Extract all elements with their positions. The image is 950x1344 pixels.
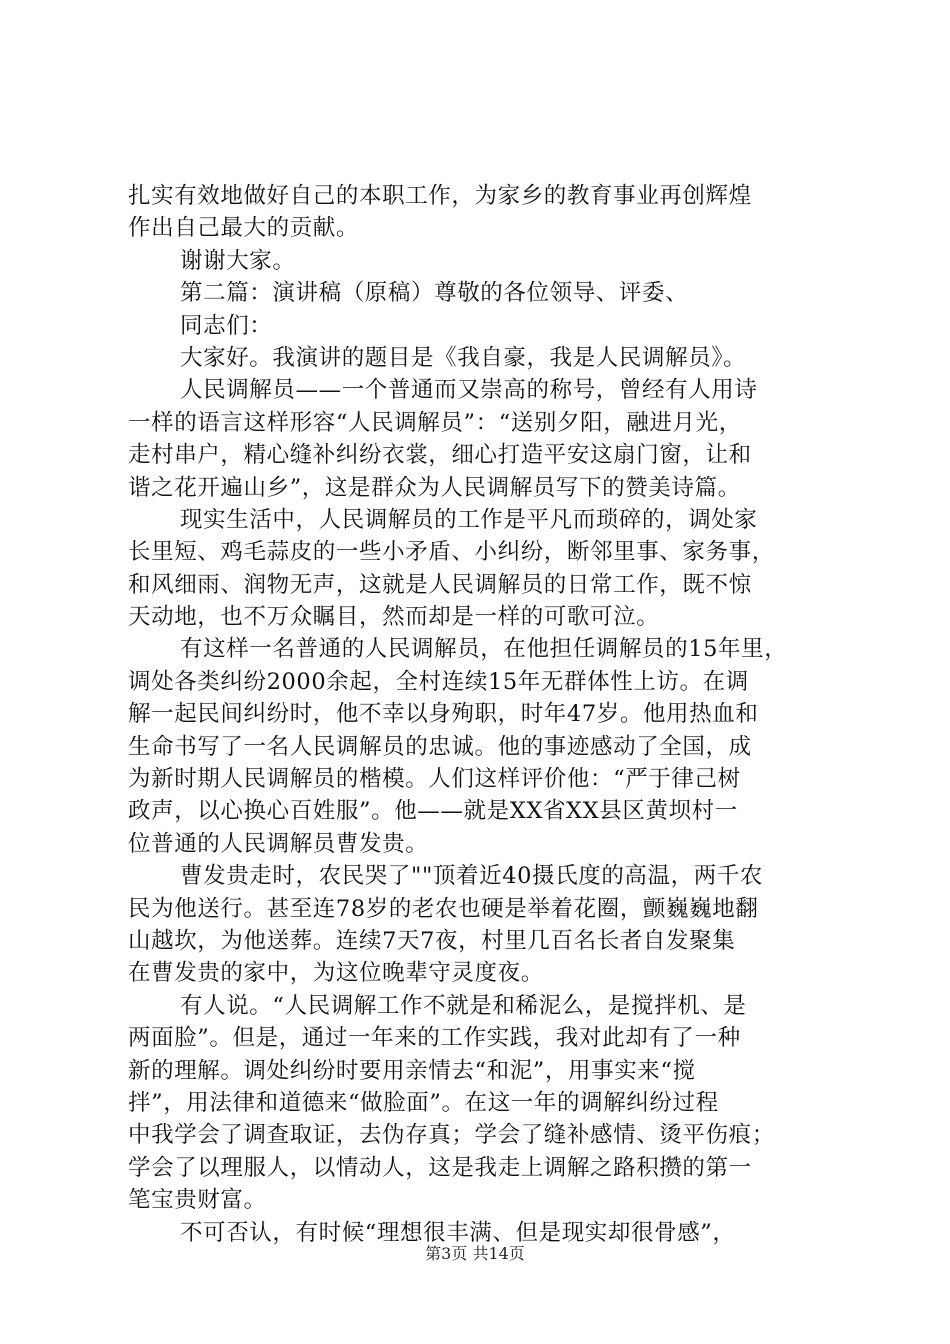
text-line: 扎实有效地做好自己的本职工作，为家乡的教育事业再创辉煌 <box>128 183 752 209</box>
document-body <box>128 180 830 1249</box>
text-line: 民为他送行。甚至连78岁的老农也硬是举着花圈，颤巍巍地翻 <box>128 895 759 922</box>
text-line: 和风细雨、润物无声，这就是人民调解员的日常工作，既不惊 <box>128 571 752 598</box>
text-line: 人民调解员——一个普通而又崇高的称号，曾经有人用诗 <box>180 377 758 404</box>
text-line: 作出自己最大的贡献。 <box>128 215 360 242</box>
text-line: 政声，以心换心百姓服”。他——就是XX省XX县区黄坝村一 <box>128 798 738 825</box>
page-footer: 第3页 共14页 <box>425 1244 525 1263</box>
text-line: 有这样一名普通的人民调解员，在他担任调解员的15年里， <box>180 636 788 663</box>
text-line: 中我学会了调查取证，去伪存真；学会了缝补感情、烫平伤痕； <box>128 1122 775 1149</box>
text-line: 现实生活中，人民调解员的工作是平凡而琐碎的，调处家 <box>180 506 758 533</box>
text-line: 第二篇：演讲稿（原稿）尊敬的各位领导、评委、 <box>180 280 689 307</box>
text-line: 两面脸”。但是，通过一年来的工作实践，我对此却有了一种 <box>128 1025 741 1052</box>
text-line: 笔宝贵财富。 <box>128 1187 267 1214</box>
text-line: 谢谢大家。 <box>180 247 296 274</box>
text-line: 解一起民间纠纷时，他不幸以身殉职，时年47岁。他用热血和 <box>128 701 759 728</box>
text-line: 曹发贵走时，农民哭了""顶着近40摄氏度的高温，两千农 <box>180 863 764 890</box>
text-line: 有人说。“人民调解工作不就是和稀泥么，是搅拌机、是 <box>180 992 747 1019</box>
text-line: 不可否认，有时候“理想很丰满、但是现实却很骨感”， <box>180 1219 736 1246</box>
text-line: 同志们： <box>180 312 273 339</box>
text-line: 山越坎，为他送葬。连续7天7夜，村里几百名长者自发聚集 <box>128 927 736 954</box>
text-line: 调处各类纠纷2000余起，全村连续15年无群体性上访。在调 <box>128 668 749 695</box>
text-line: 一样的语言这样形容“人民调解员”：“送别夕阳，融进月光， <box>128 409 742 436</box>
text-line: 大家好。我演讲的题目是《我自豪，我是人民调解员》。 <box>180 344 747 371</box>
text-line: 为新时期人民调解员的楷模。人们这样评价他：“严于律己树 <box>128 766 741 793</box>
text-line: 在曹发贵的家中，为这位晚辈守灵度夜。 <box>128 960 544 987</box>
text-line: 拌”，用法律和道德来“做脸面”。在这一年的调解纠纷过程 <box>128 1089 719 1116</box>
text-line: 新的理解。调处纠纷时要用亲情去“和泥”，用事实来“搅 <box>128 1057 696 1084</box>
text-line: 学会了以理服人，以情动人，这是我走上调解之路积攒的第一 <box>128 1154 752 1181</box>
text-line: 长里短、鸡毛蒜皮的一些小矛盾、小纠纷，断邻里事、家务事， <box>128 539 775 566</box>
text-line: 生命书写了一名人民调解员的忠诚。他的事迹感动了全国，成 <box>128 733 752 760</box>
text-line: 走村串户，精心缝补纠纷衣裳，细心打造平安这扇门窗，让和 <box>128 442 752 469</box>
text-line: 天动地，也不万众瞩目，然而却是一样的可歌可泣。 <box>128 604 660 631</box>
text-line: 谐之花开遍山乡”，这是群众为人民调解员写下的赞美诗篇。 <box>128 474 741 501</box>
text-line: 位普通的人民调解员曹发贵。 <box>128 830 429 857</box>
